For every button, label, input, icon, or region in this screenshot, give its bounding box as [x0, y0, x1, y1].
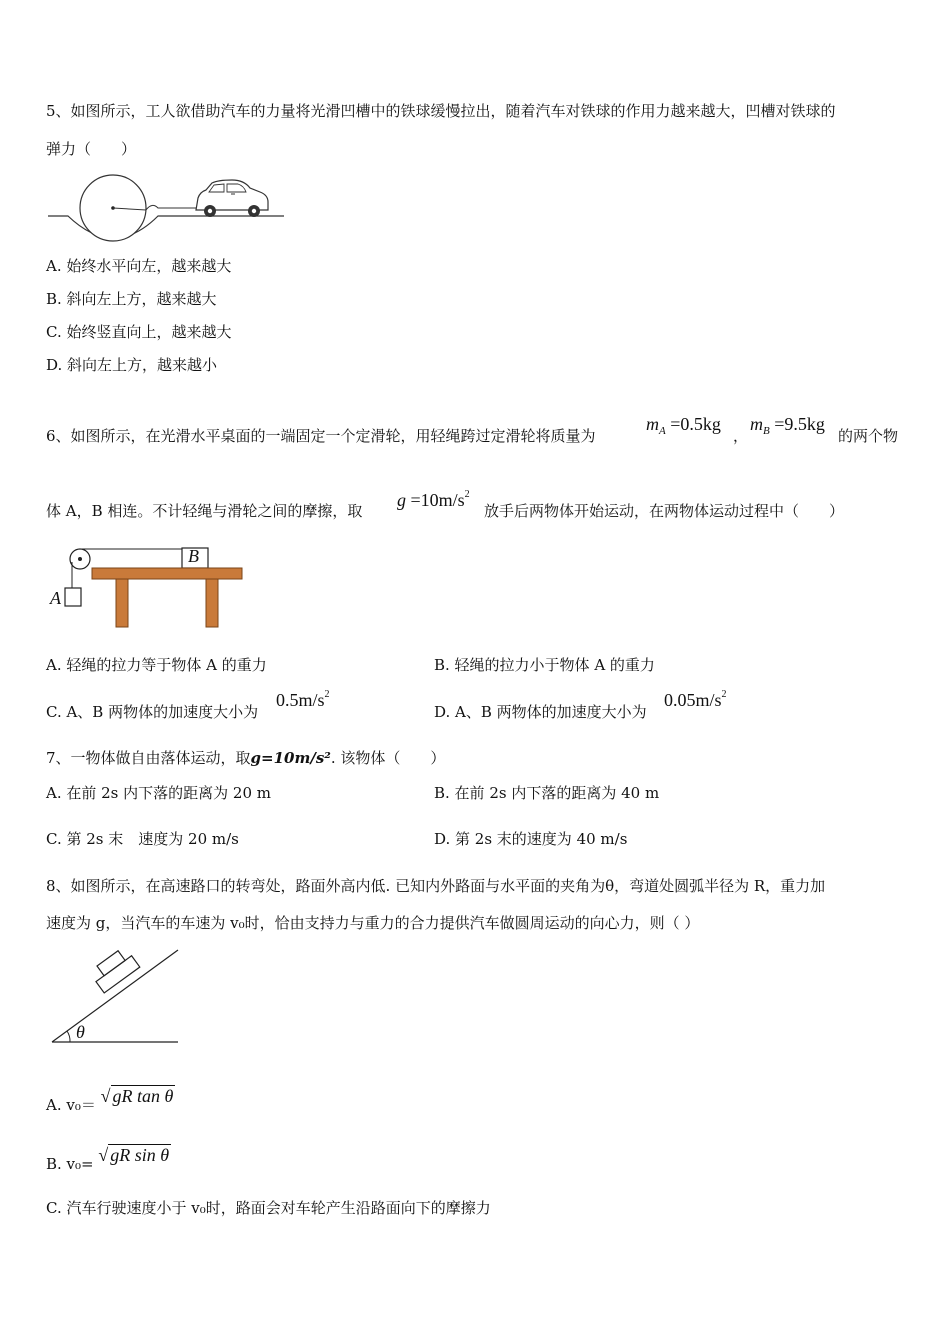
- q6-option-c-value: $0.5m/s^2$: [276, 689, 330, 710]
- q6-label-a: A: [50, 588, 61, 608]
- q8-theta-label: θ: [76, 1022, 85, 1042]
- q5-option-c: C. 始终竖直向上，越来越大: [46, 323, 232, 341]
- car-icon: [196, 180, 268, 217]
- q6-stem-line2-b: 放手后两物体开始运动，在两物体运动过程中（ ）: [484, 502, 845, 520]
- q6-stem-line2-a: 体 A，B 相连。不计轻绳与滑轮之间的摩擦，取: [46, 502, 363, 520]
- q7-option-b: B. 在前 2s 内下落的距离为 40 m: [434, 784, 660, 802]
- q6-stem-part1: 6、如图所示，在光滑水平桌面的一端固定一个定滑轮，用轻绳跨过定滑轮将质量为: [46, 427, 596, 445]
- q6-comma: ，: [733, 427, 749, 445]
- q5-stem-line1: 5、如图所示，工人欲借助汽车的力量将光滑凹槽中的铁球缓慢拉出，随着汽车对铁球的作用力越来越大，凹槽对铁球的: [46, 102, 836, 120]
- q8-incline-figure: [50, 948, 182, 1046]
- q6-option-c: C. A、B 两物体的加速度大小为: [46, 703, 259, 721]
- q6-mass-a: $m_A =0.5kg$: [646, 414, 721, 437]
- q7-option-a: A. 在前 2s 内下落的距离为 20 m: [46, 784, 271, 802]
- q5-ball-car-figure: [46, 168, 286, 244]
- q7-stem: 7、一物体做自由落体运动，取g=10m/s². 该物体（ ）: [46, 749, 446, 767]
- q6-option-b: B. 轻绳的拉力小于物体 A 的重力: [434, 656, 655, 674]
- q6-mass-b: $m_B =9.5kg$: [750, 414, 825, 437]
- q5-option-a: A. 始终水平向左，越来越大: [46, 257, 232, 275]
- q6-label-b: B: [188, 546, 199, 566]
- q8-option-b: B. v₀= √ gR sin θ: [46, 1145, 170, 1173]
- q5-stem-line2: 弹力（ ）: [46, 140, 137, 158]
- q6-option-d: D. A、B 两物体的加速度大小为: [434, 703, 647, 721]
- q6-option-a: A. 轻绳的拉力等于物体 A 的重力: [46, 656, 267, 674]
- q8-stem-line2: 速度为 g，当汽车的车速为 v₀时，恰由支持力与重力的合力提供汽车做圆周运动的向心力，则（ ）: [46, 914, 700, 932]
- q8-stem-line1: 8、如图所示，在高速路口的转弯处，路面外高内低. 已知内外路面与水平面的夹角为θ，弯道处圆弧半径为 R，重力加: [46, 877, 826, 895]
- q7-option-d: D. 第 2s 末的速度为 40 m/s: [434, 830, 628, 848]
- q7-option-c: C. 第 2s 末 速度为 20 m/s: [46, 830, 239, 848]
- car-block-icon: [89, 946, 140, 993]
- q8-option-c: C. 汽车行驶速度小于 v₀时，路面会对车轮产生沿路面向下的摩擦力: [46, 1199, 491, 1217]
- q6-g-value: $g =10m/s^2$: [397, 489, 470, 510]
- q5-option-d: D. 斜向左上方，越来越小: [46, 356, 218, 374]
- q5-option-b: B. 斜向左上方，越来越大: [46, 290, 217, 308]
- q6-option-d-value: $0.05m/s^2$: [664, 689, 727, 710]
- q8-option-a: A. v₀＝ √ gR tan θ: [46, 1086, 174, 1114]
- q6-pulley-table-figure: [48, 546, 248, 630]
- q6-stem-part2: 的两个物: [838, 427, 899, 445]
